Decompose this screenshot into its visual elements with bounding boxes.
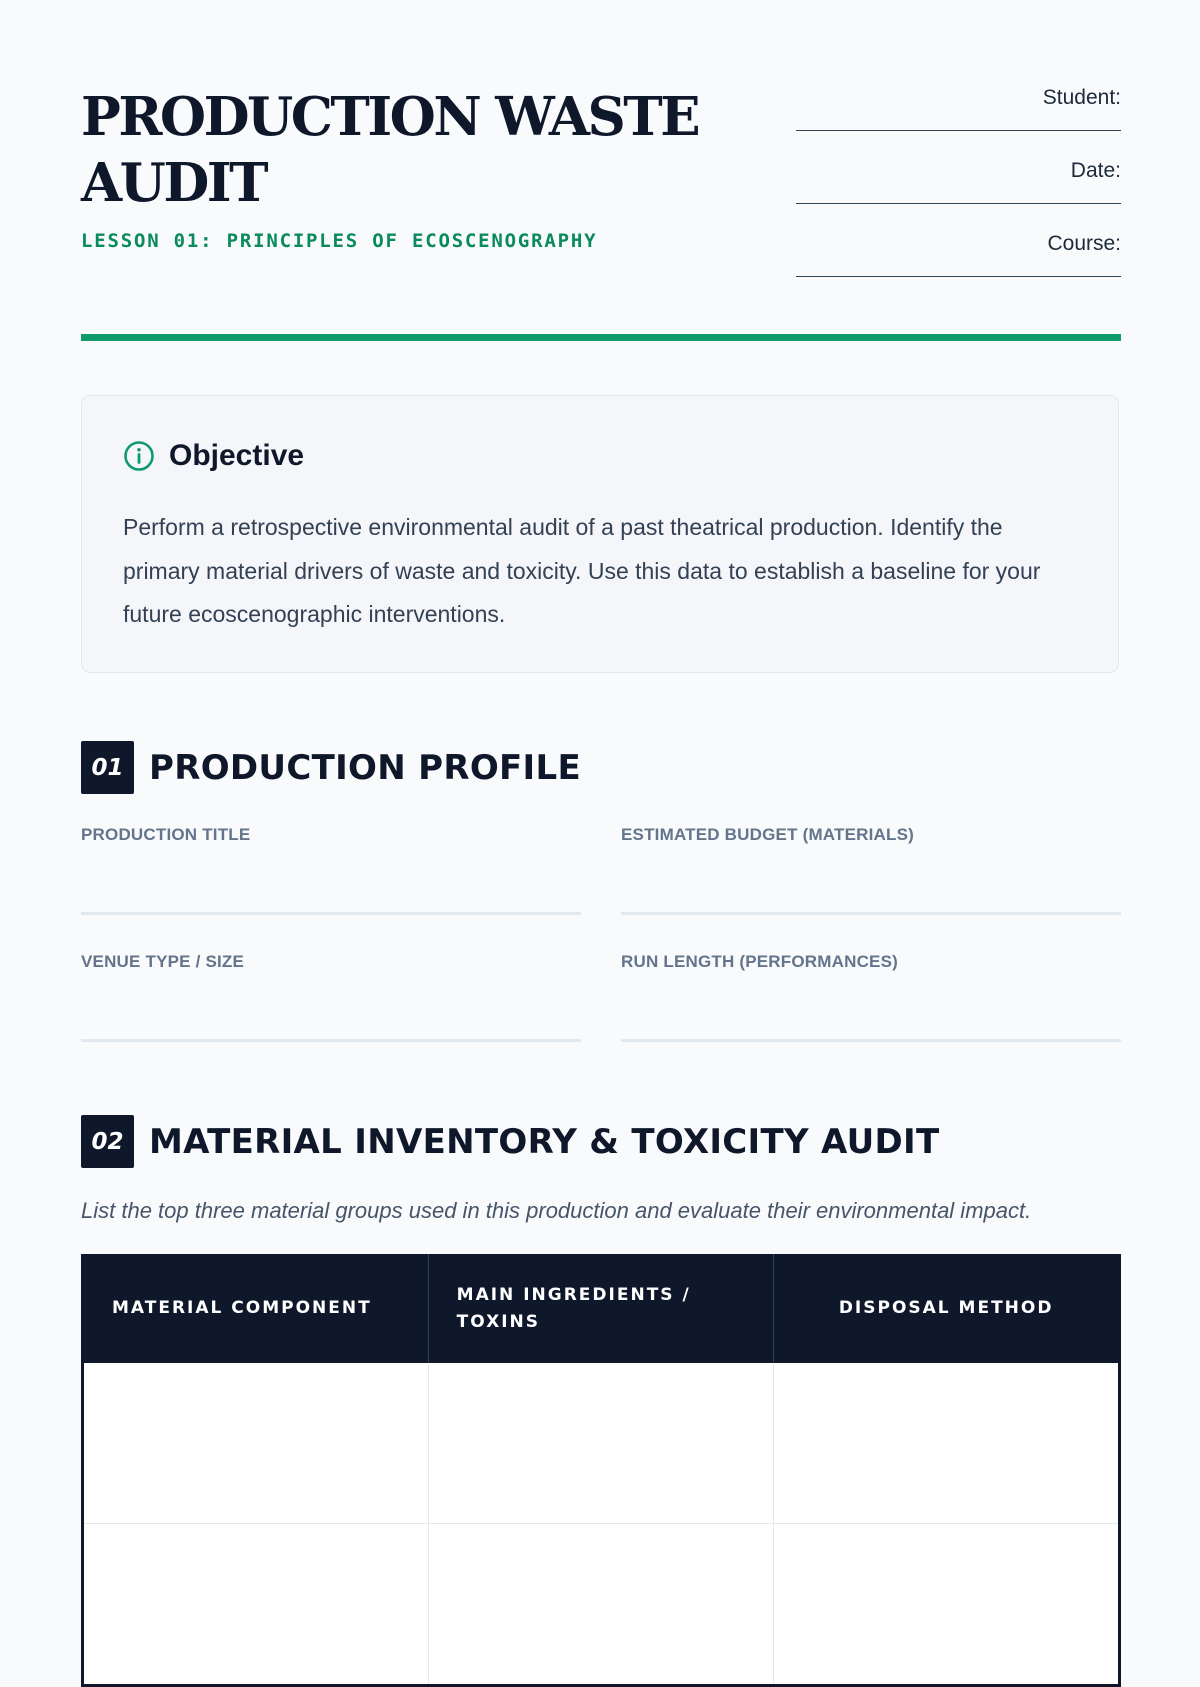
section-production-profile-heading xyxy=(81,741,581,794)
student-info-fields xyxy=(796,84,1121,303)
production-title-label: PRODUCTION TITLE xyxy=(81,825,251,844)
section-material-inventory-heading xyxy=(81,1115,939,1168)
venue-type-field xyxy=(81,952,581,1056)
table-cell[interactable] xyxy=(83,1363,429,1524)
table-cell[interactable] xyxy=(774,1363,1120,1524)
document-title: PRODUCTION WASTE AUDIT xyxy=(81,86,699,214)
objective-text: Perform a retrospective environmental audit of a past theatrical production. Identify the primary material drivers of waste and toxicity. Use this data to establish a baseline for your future ecoscenographic interventions. xyxy=(123,514,1041,627)
column-header-disposal-method: DISPOSAL METHOD xyxy=(774,1254,1120,1363)
table-cell[interactable] xyxy=(428,1524,774,1686)
date-blank-line[interactable] xyxy=(796,203,1121,204)
header-divider xyxy=(81,334,1121,341)
table-header-row xyxy=(83,1254,1120,1363)
date-label: Date: xyxy=(1070,159,1121,182)
production-title-field xyxy=(81,825,581,929)
material-inventory-table xyxy=(81,1254,1121,1687)
column-header-material-component: MATERIAL COMPONENT xyxy=(83,1254,429,1363)
production-title-input[interactable] xyxy=(81,855,581,915)
course-field[interactable] xyxy=(796,230,1121,303)
table-row xyxy=(83,1363,1120,1524)
lesson-subtitle: LESSON 01: PRINCIPLES OF ECOSCENOGRAPHY xyxy=(81,230,598,252)
table-cell[interactable] xyxy=(774,1524,1120,1686)
worksheet-header xyxy=(81,0,1121,344)
student-label: Student: xyxy=(1042,86,1121,109)
section-title: MATERIAL INVENTORY & TOXICITY AUDIT xyxy=(149,1121,940,1162)
objective-heading xyxy=(123,439,304,473)
section-number-badge: 02 xyxy=(81,1115,134,1168)
table-cell[interactable] xyxy=(83,1524,429,1686)
objective-title: Objective xyxy=(169,439,305,472)
table-cell[interactable] xyxy=(428,1363,774,1524)
estimated-budget-input[interactable] xyxy=(621,855,1121,915)
table-row xyxy=(83,1524,1120,1686)
section-number-badge: 01 xyxy=(81,741,134,794)
venue-type-label: VENUE TYPE / SIZE xyxy=(81,952,245,971)
student-blank-line[interactable] xyxy=(796,130,1121,131)
estimated-budget-field xyxy=(621,825,1121,929)
run-length-label: RUN LENGTH (PERFORMANCES) xyxy=(621,952,898,971)
student-field[interactable] xyxy=(796,84,1121,157)
info-icon xyxy=(123,440,155,472)
course-label: Course: xyxy=(1047,232,1121,255)
column-header-main-ingredients: MAIN INGREDIENTS / TOXINS xyxy=(428,1254,774,1363)
run-length-input[interactable] xyxy=(621,982,1121,1042)
table-instruction: List the top three material groups used in this production and evaluate their environmental impact. xyxy=(81,1198,1032,1223)
objective-callout xyxy=(81,395,1119,673)
venue-type-input[interactable] xyxy=(81,982,581,1042)
estimated-budget-label: ESTIMATED BUDGET (MATERIALS) xyxy=(621,825,915,844)
section-title: PRODUCTION PROFILE xyxy=(149,747,581,788)
date-field[interactable] xyxy=(796,157,1121,230)
run-length-field xyxy=(621,952,1121,1056)
course-blank-line[interactable] xyxy=(796,276,1121,277)
